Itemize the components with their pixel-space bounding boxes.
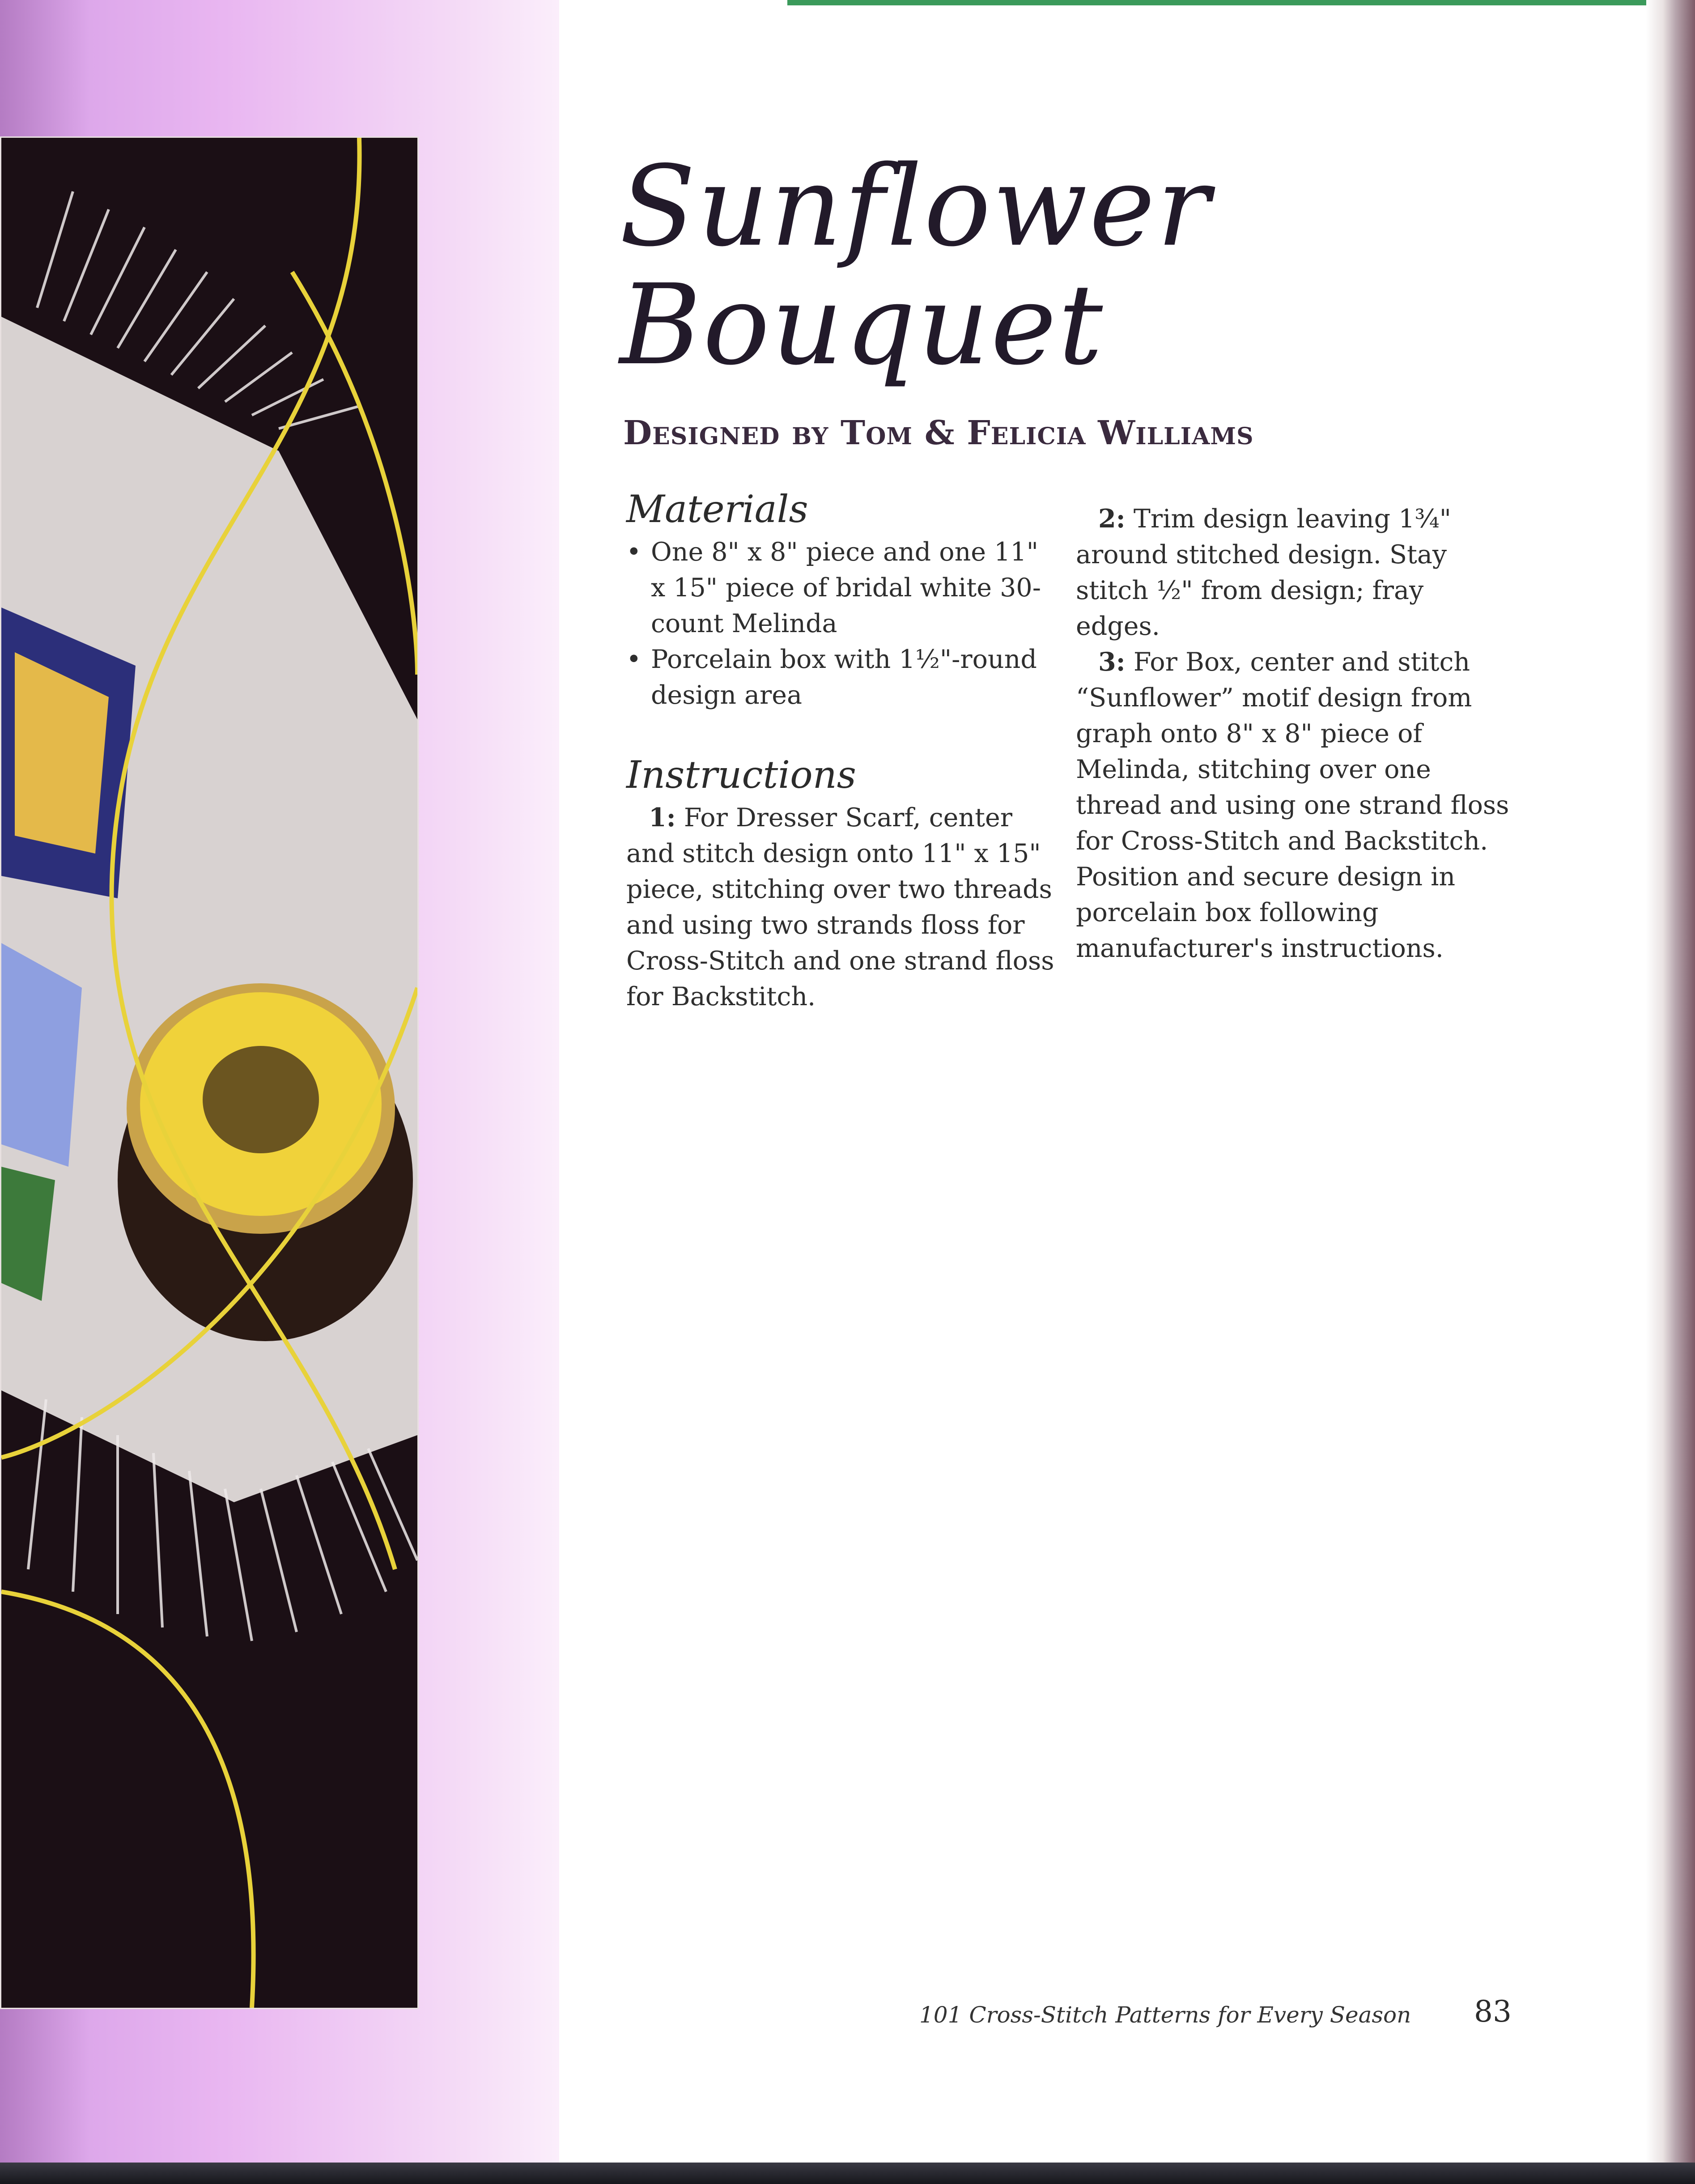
step-2	[1076, 501, 1514, 644]
bottom-edge-strip	[0, 2163, 1695, 2184]
instructions-heading: Instructions	[626, 753, 856, 797]
step-number: 1:	[649, 803, 676, 833]
step-number: 3:	[1098, 647, 1126, 677]
list-item: • Porcelain box with 1½"-round design area	[626, 642, 1056, 713]
step-text: For Box, center and stitch “Sunflower” motif design from graph onto 8" x 8" piece of Melinda, stitching over one thread and using one strand floss for Cross-Stitch and Backstitch. Position and secure design in porcelain box following manufacturer's instructions.	[1076, 647, 1509, 963]
page-title	[620, 142, 1212, 390]
page-spine-edge	[1646, 0, 1695, 2184]
title-line-2: Bouquet	[620, 261, 1105, 390]
step-text: For Dresser Scarf, center and stitch design onto 11" x 15" piece, stitching over two threads and using two strands floss for Cross-Stitch and one strand floss for Backstitch.	[626, 803, 1054, 1011]
step-number: 2:	[1098, 504, 1126, 534]
step-3	[1076, 644, 1514, 966]
list-item: • One 8" x 8" piece and one 11" x 15" piece of bridal white 30-count Melinda	[626, 534, 1056, 642]
right-column	[1076, 501, 1514, 966]
designer-credit: Designed by Tom & Felicia Williams	[623, 414, 1254, 452]
book-title-footer: 101 Cross-Stitch Patterns for Every Season	[919, 2002, 1411, 2028]
step-1	[626, 800, 1056, 1015]
title-line-1: Sunflower	[620, 142, 1212, 271]
left-column	[626, 488, 1056, 1015]
materials-heading: Materials	[626, 487, 808, 531]
product-photo	[0, 136, 419, 2009]
page-number: 83	[1474, 1994, 1512, 2029]
materials-list	[626, 534, 1056, 713]
top-edge-strip	[787, 0, 1646, 5]
step-text: Trim design leaving 1¾" around stitched design. Stay stitch ½" from design; fray edges.	[1076, 504, 1451, 641]
